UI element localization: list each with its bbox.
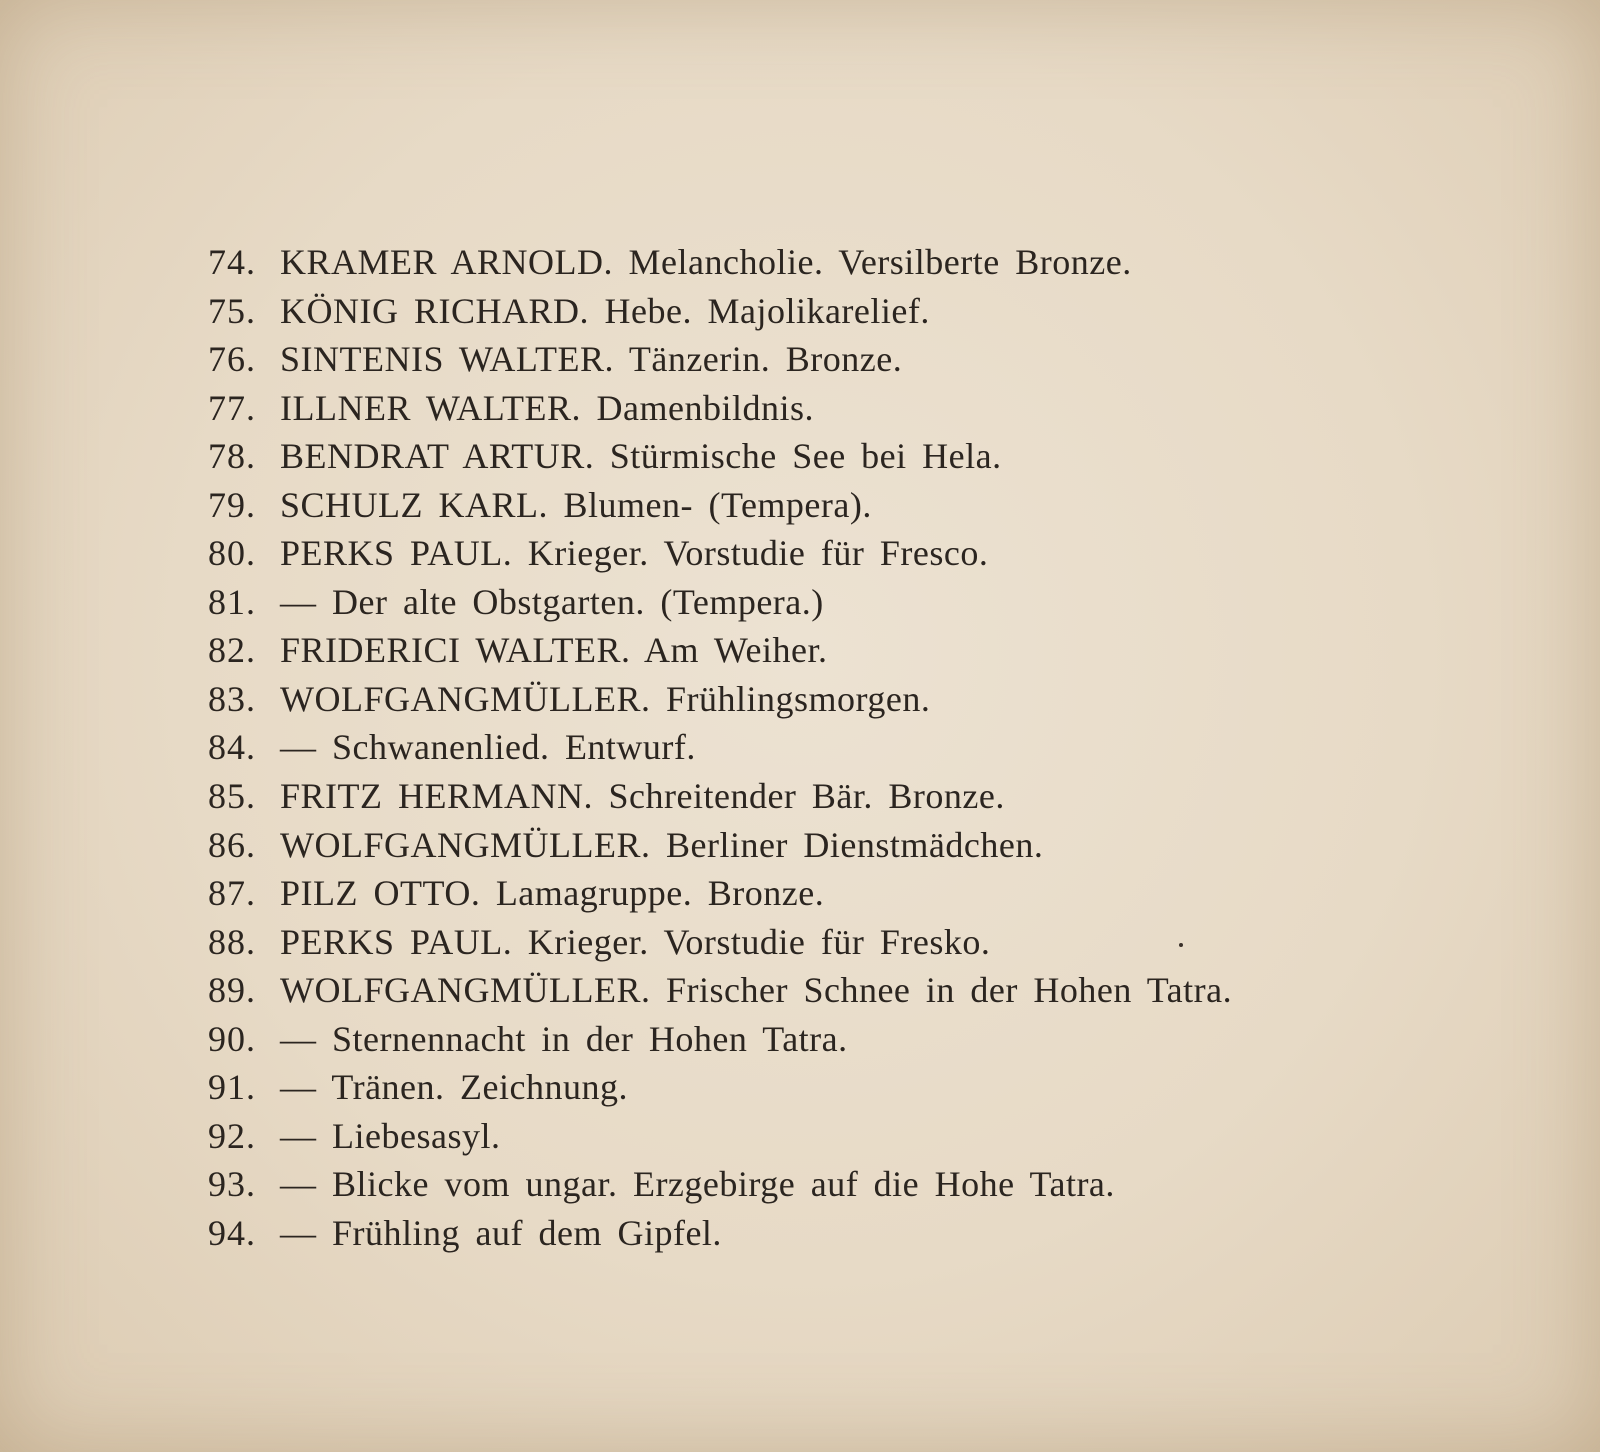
catalog-entry bbox=[208, 529, 1408, 578]
entry-number: 94. bbox=[208, 1212, 256, 1253]
entry-text: — Der alte Obstgarten. (Tempera.) bbox=[280, 581, 824, 622]
entry-text: FRITZ HERMANN. Schreitender Bär. Bronze. bbox=[280, 776, 1005, 817]
entry-text: PERKS PAUL. Krieger. Vorstudie für Fresko. bbox=[280, 921, 991, 962]
entry-text: SINTENIS WALTER. Tänzerin. Bronze. bbox=[280, 339, 903, 380]
entry-text: — Tränen. Zeichnung. bbox=[280, 1067, 628, 1108]
entry-text: PERKS PAUL. Krieger. Vorstudie für Fresco. bbox=[280, 533, 989, 574]
entry-text: BENDRAT ARTUR. Stürmische See bei Hela. bbox=[280, 436, 1002, 477]
catalog-entry bbox=[208, 1112, 1408, 1161]
entry-text: ILLNER WALTER. Damenbildnis. bbox=[280, 387, 814, 428]
catalog-entry bbox=[208, 869, 1408, 918]
entry-number: 77. bbox=[208, 387, 256, 428]
entry-number: 86. bbox=[208, 824, 256, 865]
catalog-entry bbox=[208, 723, 1408, 772]
catalog-entry bbox=[208, 481, 1408, 530]
ink-speck bbox=[1179, 943, 1183, 947]
catalog-entry bbox=[208, 335, 1408, 384]
catalog-entry bbox=[208, 821, 1408, 870]
entry-number: 83. bbox=[208, 678, 256, 719]
entry-number: 74. bbox=[208, 242, 256, 282]
catalog-entry bbox=[208, 1063, 1408, 1112]
catalog-entry bbox=[208, 1209, 1408, 1258]
catalog-entry-list bbox=[208, 238, 1408, 1257]
catalog-entry bbox=[208, 772, 1408, 821]
entry-number: 84. bbox=[208, 727, 256, 768]
entry-number: 89. bbox=[208, 970, 256, 1011]
entry-text: KÖNIG RICHARD. Hebe. Majolikarelief. bbox=[280, 290, 930, 331]
entry-text: WOLFGANGMÜLLER. Berliner Dienstmädchen. bbox=[280, 824, 1044, 865]
entry-number: 78. bbox=[208, 436, 256, 477]
catalog-entry bbox=[208, 1015, 1408, 1064]
entry-number: 90. bbox=[208, 1018, 256, 1059]
entry-number: 92. bbox=[208, 1115, 256, 1156]
entry-text: PILZ OTTO. Lamagruppe. Bronze. bbox=[280, 873, 825, 914]
entry-number: 88. bbox=[208, 921, 256, 962]
entry-text: KRAMER ARNOLD. Melancholie. Versilberte Bronze. bbox=[280, 242, 1132, 282]
catalog-entry bbox=[208, 966, 1408, 1015]
entry-text: SCHULZ KARL. Blumen- (Tempera). bbox=[280, 484, 872, 525]
catalog-entry bbox=[208, 1160, 1408, 1209]
entry-text: — Sternennacht in der Hohen Tatra. bbox=[280, 1018, 848, 1059]
entry-number: 82. bbox=[208, 630, 256, 671]
entry-number: 87. bbox=[208, 873, 256, 914]
entry-text: WOLFGANGMÜLLER. Frühlingsmorgen. bbox=[280, 678, 931, 719]
entry-text: — Frühling auf dem Gipfel. bbox=[280, 1212, 722, 1253]
entry-number: 75. bbox=[208, 290, 256, 331]
entry-number: 93. bbox=[208, 1164, 256, 1205]
entry-number: 91. bbox=[208, 1067, 256, 1108]
catalog-entry bbox=[208, 432, 1408, 481]
catalog-entry bbox=[208, 287, 1408, 336]
catalog-entry bbox=[208, 626, 1408, 675]
entry-text: WOLFGANGMÜLLER. Frischer Schnee in der Hohen Tatra. bbox=[280, 970, 1233, 1011]
catalog-entry bbox=[208, 675, 1408, 724]
entry-number: 76. bbox=[208, 339, 256, 380]
entry-text: — Liebesasyl. bbox=[280, 1115, 501, 1156]
entry-number: 85. bbox=[208, 776, 256, 817]
entry-text: — Schwanenlied. Entwurf. bbox=[280, 727, 696, 768]
catalog-entry bbox=[208, 384, 1408, 433]
catalog-entry bbox=[208, 238, 1408, 287]
entry-number: 81. bbox=[208, 581, 256, 622]
entry-number: 80. bbox=[208, 533, 256, 574]
catalog-entry bbox=[208, 918, 1408, 967]
entry-text: — Blicke vom ungar. Erzgebirge auf die Hohe Tatra. bbox=[280, 1164, 1115, 1205]
entry-number: 79. bbox=[208, 484, 256, 525]
catalog-entry bbox=[208, 578, 1408, 627]
entry-text: FRIDERICI WALTER. Am Weiher. bbox=[280, 630, 828, 671]
